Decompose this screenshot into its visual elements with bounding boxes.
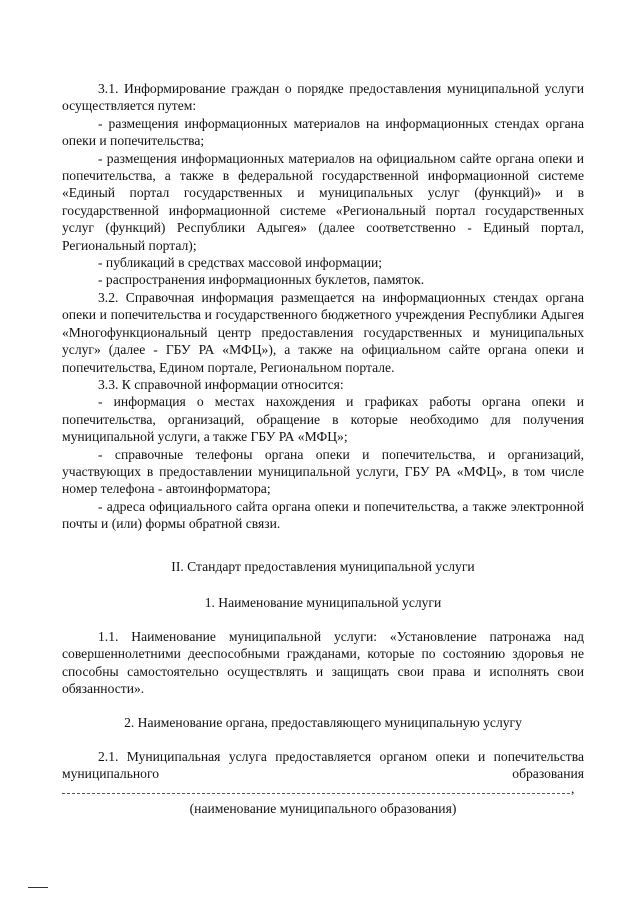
fill-line-caption: (наименование муниципального образования): [189, 801, 457, 816]
paragraph-3-3: 3.3. К справочной информации относится:: [98, 376, 344, 392]
section-3-informing: [62, 80, 584, 533]
list-item-locations: - информация о местах нахождения и графиках работы органа опеки и попечительства, организаций, обращение в которые необходимо для получения муниципальной услуги, а также ГБУ РА «МФЦ»;: [62, 394, 584, 445]
list-item-website: - размещения информационных материалов на официальном сайте органа опеки и попечительства, а также в федеральной государственной информационной системе «Единый портал государственных и муниципальных услуг (функций)» и в государственной информационной системе «Региональный портал государственных услуг (функций) Республики Адыгея» (далее соответственно - Единый портал, Региональный портал);: [62, 150, 584, 253]
list-item-phones: - справочные телефоны органа опеки и попечительства, и организаций, участвующих в предоставлении муниципальной услуги, ГБУ РА «МФЦ», в том числе номер телефона - автоинформатора;: [62, 446, 584, 497]
blank-fill-line: [62, 793, 570, 794]
paragraph-1-1: 1.1. Наименование муниципальной услуги: «Установление патронажа над совершеннолетними дееспособными гражданами, которые по состоянию здоровья не способны самостоятельно осуществлять и защищать свои права и исполнять свои обязанности».: [62, 629, 584, 697]
subsection-2-body: [62, 748, 584, 783]
section-2-heading: II. Стандарт предоставления муниципальной услуги: [171, 559, 475, 574]
list-item-media: - публикаций в средствах массовой информации;: [98, 255, 383, 271]
list-item-addresses: - адреса официального сайта органа опеки и попечительства, а также электронной почты и (или) формы обратной связи.: [62, 498, 584, 532]
list-item-booklets: - распространения информационных буклетов, памяток.: [98, 272, 425, 288]
subsection-1-heading: 1. Наименование муниципальной услуги: [204, 595, 442, 610]
subsection-1-body: [62, 628, 584, 698]
subsection-2-heading: 2. Наименование органа, предоставляющего муниципальную услугу: [124, 715, 522, 730]
paragraph-3-2: 3.2. Справочная информация размещается на информационных стендах органа опеки и попечительства и государственного бюджетного учреждения Республики Адыгея «Многофункциональный центр предоставления государственных и муниципальных услуг» (далее - ГБУ РА «МФЦ»), а также на официальном сайте органа опеки и попечительства, Едином портале, Региональном портале.: [62, 289, 584, 375]
line-comma: ,: [571, 781, 575, 796]
list-item-stands: - размещения информационных материалов на информационных стендах органа опеки и попечительства;: [62, 115, 584, 149]
footnote-separator: [28, 887, 48, 888]
paragraph-2-1: 2.1. Муниципальная услуга предоставляется органом опеки и попечительства муниципального образования: [62, 749, 584, 782]
paragraph-3-1: 3.1. Информирование граждан о порядке предоставления муниципальной услуги осуществляется путем:: [62, 81, 584, 114]
